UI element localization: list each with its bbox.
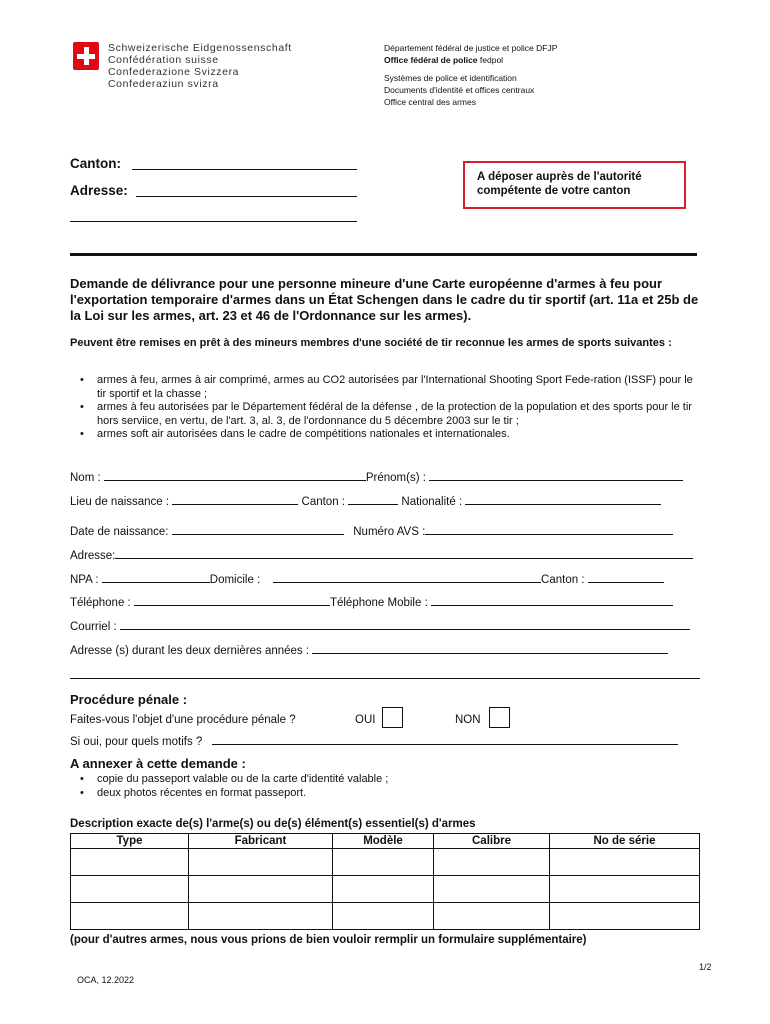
canton-line[interactable] [132, 169, 357, 170]
date-naissance-label: Date de naissance: [70, 526, 169, 538]
confederation-line: Confédération suisse [108, 54, 219, 66]
intro-text: Peuvent être remises en prêt à des mineurs membres d'une société de tir reconnue les armes de sports suivantes : [70, 337, 672, 349]
row-nom [70, 470, 700, 485]
procedure-question: Faites-vous l'objet d'une procédure pénale ? [70, 714, 296, 726]
table-cell[interactable] [71, 876, 189, 903]
prenom-label: Prénom(s) : [365, 472, 426, 484]
adresse-line[interactable] [136, 196, 357, 197]
weapon-category-list [70, 374, 704, 442]
canton2-field[interactable] [588, 572, 664, 583]
table-cell[interactable] [333, 903, 434, 930]
nationalite-field[interactable] [465, 494, 661, 505]
table-cell[interactable] [71, 849, 189, 876]
telephone-label: Téléphone : [70, 597, 131, 609]
notice-box [463, 161, 686, 209]
avs-field[interactable] [425, 524, 673, 535]
office-line [384, 54, 557, 66]
canton-label: Canton : [301, 496, 345, 508]
row-adresse [70, 548, 700, 563]
courriel-field[interactable] [120, 619, 690, 630]
column-header: Type [71, 834, 189, 849]
lieu-naissance-field[interactable] [172, 494, 298, 505]
nationalite-label: Nationalité : [401, 496, 463, 508]
weapons-table [70, 833, 700, 930]
confederation-line: Confederazione Svizzera [108, 66, 240, 78]
table-cell[interactable] [333, 876, 434, 903]
division-line: Office central des armes [384, 97, 476, 107]
table-cell[interactable] [189, 903, 333, 930]
table-row [71, 849, 700, 876]
table-cell[interactable] [71, 903, 189, 930]
annexes-list [70, 773, 704, 800]
non-label: NON [455, 714, 481, 726]
row-npa [70, 572, 700, 587]
department-name: Département fédéral de justice et police DFJP [384, 43, 558, 53]
row-courriel [70, 619, 700, 634]
prenom-field[interactable] [429, 470, 683, 481]
form-code: OCA, 12.2022 [77, 975, 135, 985]
weapons-table-footnote: (pour d'autres armes, nous vous prions de bien vouloir rermplir un formulaire supplémentaire) [70, 934, 587, 946]
notice-line: compétente de votre canton [477, 185, 631, 197]
page-number: 1/2 [699, 962, 712, 972]
row-lieu [70, 494, 700, 509]
table-cell[interactable] [550, 876, 700, 903]
confederation-name [108, 42, 292, 90]
non-checkbox[interactable] [489, 707, 510, 728]
table-row [71, 903, 700, 930]
table-row [71, 876, 700, 903]
date-naissance-field[interactable] [172, 524, 344, 535]
oui-label: OUI [355, 714, 376, 726]
notice-line: A déposer auprès de l'autorité [477, 171, 642, 183]
avs-label: Numéro AVS : [353, 526, 426, 538]
nom-field[interactable] [104, 470, 366, 481]
department-block [384, 42, 557, 108]
office-abbr: fedpol [479, 55, 504, 65]
motifs-label: Si oui, pour quels motifs ? [70, 736, 203, 748]
document-title: Demande de délivrance pour une personne mineure d'une Carte européenne d'armes à feu pour l'exportation temporaire d'armes dans un État Schengen dans le cadre du tir sportif (art. 11a et 25b de la Loi sur les armes, art. 23 et 46 de l'Ordonnance sur les armes). [70, 276, 699, 323]
adresses-anterieures-field[interactable] [312, 643, 668, 654]
list-item: • armes à feu, armes à air comprimé, armes au CO2 autorisées par l'International Shooting Sport Fede-ration (ISSF) pour le tir sportif et la chasse ; [70, 374, 704, 401]
telephone-mobile-label: Téléphone Mobile : [329, 597, 428, 609]
divider [70, 253, 697, 256]
adresse-field[interactable] [115, 548, 693, 559]
domicile-label: Domicile : [209, 574, 261, 586]
adresses-anterieures-line-2[interactable] [70, 678, 700, 679]
confederation-line: Confederaziun svizra [108, 78, 219, 90]
table-cell[interactable] [189, 876, 333, 903]
list-item: • deux photos récentes en format passeport. [70, 787, 704, 801]
lieu-naissance-label: Lieu de naissance : [70, 496, 170, 508]
npa-label: NPA : [70, 574, 99, 586]
adresse-line-2[interactable] [70, 221, 357, 222]
office-name: Office fédéral de police [384, 55, 478, 65]
list-item: • copie du passeport valable ou de la carte d'identité valable ; [70, 773, 704, 787]
adresse-field-label: Adresse: [70, 183, 128, 198]
weapons-table-caption: Description exacte de(s) l'arme(s) ou de(s) élément(s) essentiel(s) d'armes [70, 818, 476, 830]
table-cell[interactable] [189, 849, 333, 876]
row-adresses [70, 643, 700, 658]
confederation-line: Schweizerische Eidgenossenschaft [108, 42, 292, 54]
annexes-heading: A annexer à cette demande : [70, 756, 246, 771]
telephone-field[interactable] [134, 595, 330, 606]
list-item: • armes soft air autorisées dans le cadre de compétitions nationales et internationales. [70, 428, 704, 442]
adresses-anterieures-label: Adresse (s) durant les deux dernières années : [70, 645, 310, 657]
table-cell[interactable] [434, 903, 550, 930]
column-header: Modèle [333, 834, 434, 849]
list-item: • armes à feu autorisées par le Département fédéral de la défense , de la protection de la population et des sports pour le tir hors serviice, en vertu, de l'art. 3, al. 3, de l'ordonnance du 5 décembre 2003 sur le tir ; [70, 401, 704, 428]
row-telephone [70, 595, 700, 610]
table-cell[interactable] [434, 876, 550, 903]
oui-checkbox[interactable] [382, 707, 403, 728]
column-header: No de série [550, 834, 700, 849]
division-line: Systèmes de police et identification [384, 73, 517, 83]
adresse-label: Adresse: [70, 550, 116, 562]
procedure-heading: Procédure pénale : [70, 692, 188, 707]
division-line: Documents d'identité et offices centraux [384, 85, 535, 95]
nom-label: Nom : [70, 472, 101, 484]
npa-field[interactable] [102, 572, 210, 583]
telephone-mobile-field[interactable] [431, 595, 673, 606]
domicile-field[interactable] [273, 572, 541, 583]
motifs-field[interactable] [212, 734, 678, 745]
column-header: Fabricant [189, 834, 333, 849]
table-cell[interactable] [333, 849, 434, 876]
canton-field[interactable] [348, 494, 398, 505]
canton-field-label: Canton: [70, 156, 121, 171]
courriel-label: Courriel : [70, 621, 117, 633]
column-header: Calibre [434, 834, 550, 849]
row-motifs [70, 734, 700, 749]
table-cell[interactable] [550, 903, 700, 930]
table-cell[interactable] [434, 849, 550, 876]
row-date [70, 524, 700, 539]
table-cell[interactable] [550, 849, 700, 876]
swiss-cross-icon [73, 42, 99, 70]
canton2-label: Canton : [541, 574, 585, 586]
